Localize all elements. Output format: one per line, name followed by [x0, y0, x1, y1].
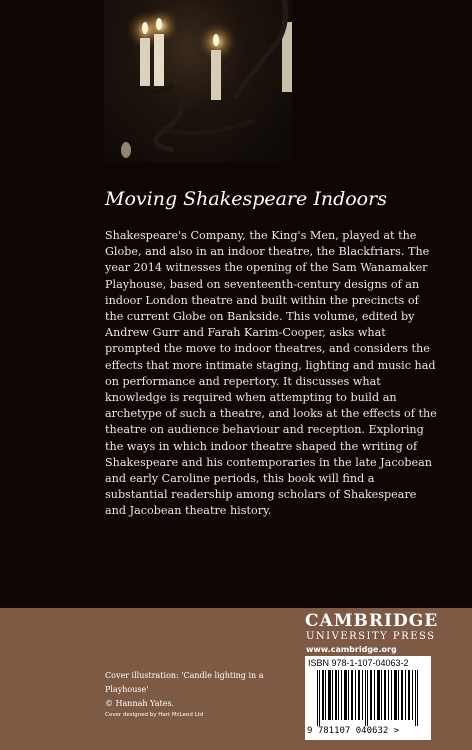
publisher-website[interactable]: www.cambridge.org: [306, 645, 397, 654]
candle-chandelier-photo: [104, 0, 292, 163]
barcode-number: 9 781107 040632 >: [307, 726, 400, 736]
publisher-subname: UNIVERSITY PRESS: [306, 631, 436, 642]
book-title: Moving Shakespeare Indoors: [105, 188, 387, 210]
isbn-barcode: [305, 656, 431, 740]
cover-illustration-copyright: © Hannah Yates.: [105, 699, 175, 708]
barcode-bars: [317, 670, 421, 726]
publisher-name: CAMBRIDGE: [305, 611, 439, 631]
book-blurb: Shakespeare's Company, the King's Men, played at the Globe, and also in an indoor theatre, the Blackfriars. The year 2014 witnesses the opening of the Sam Wanamaker Playhouse, based on seventeenth-century designs of an indoor London theatre and built within the precincts of the current Globe on Bankside. This volume, edited by Andrew Gurr and Farah Karim-Cooper, asks what prompted the move to indoor theatres, and considers the effects that more intimate staging, lighting and music had on performance and repertory. It discusses what knowledge is required when attempting to build an archetype of such a theatre, and looks at the effects of the theatre on audience behaviour and reception. Exploring the ways in which indoor theatre shaped the writing of Shakespeare and his contemporaries in the late Jacobean and early Caroline periods, this book will find a substantial readership among scholars of Shakespeare and Jacobean theatre history.: [105, 229, 437, 518]
cover-illustration-credit: [105, 669, 305, 711]
cover-illustration-caption: Cover illustration: 'Candle lighting in a Playhouse': [105, 671, 264, 694]
isbn-label: ISBN 978-1-107-04063-2: [308, 658, 409, 668]
cover-designer-credit: Cover designed by Hart McLeod Ltd: [105, 712, 204, 718]
